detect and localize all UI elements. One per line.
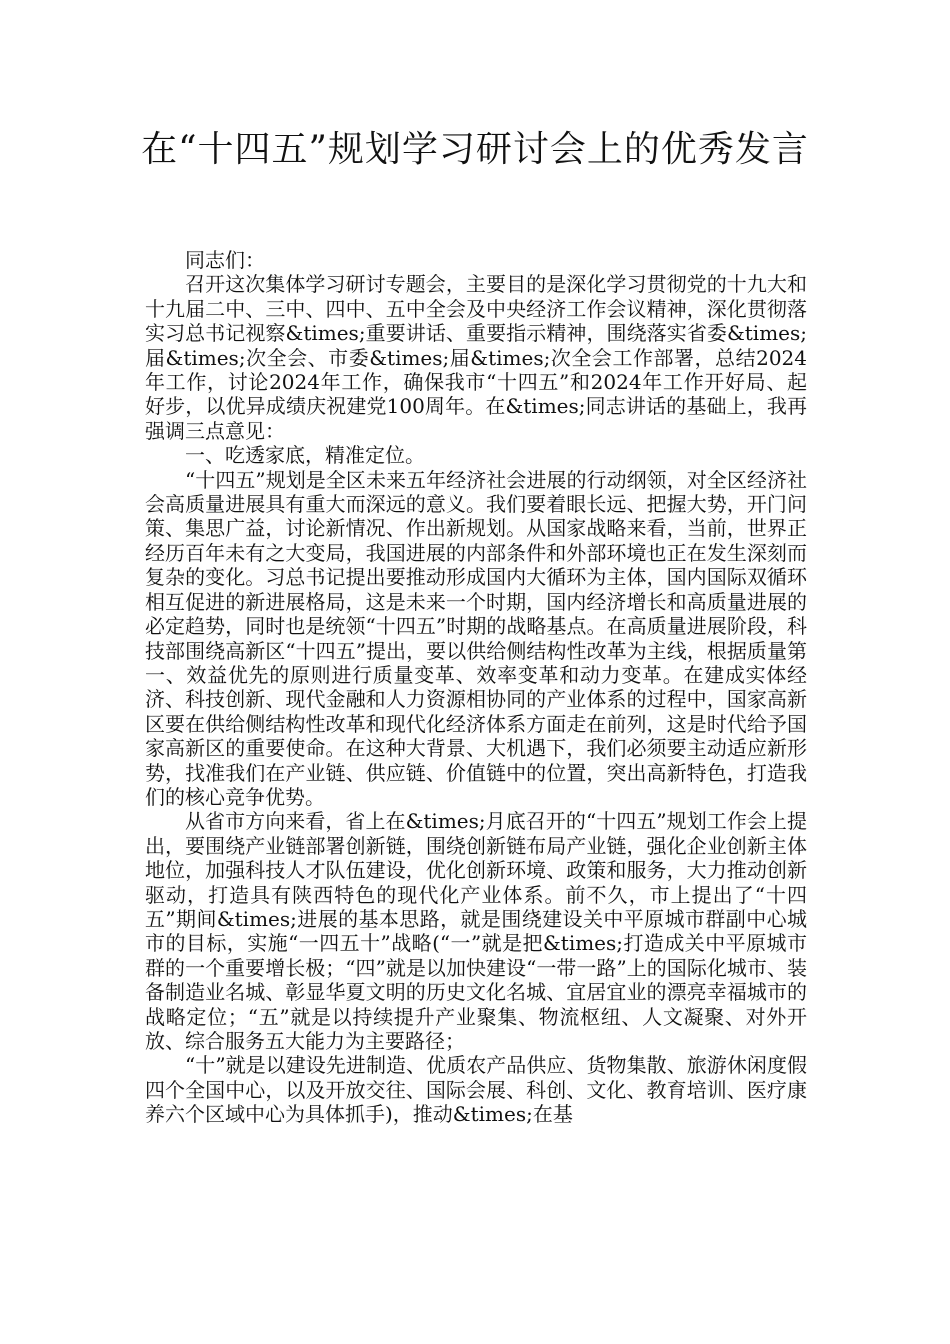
greeting: 同志们： <box>185 248 265 272</box>
document-title: 在“十四五”规划学习研讨会上的优秀发言 <box>141 129 809 170</box>
paragraph-ten-centers: “十”就是以建设先进制造、优质农产品供应、货物集散、旅游休闲度假四个全国中心，以及开放交往、国际会展、科创、文化、教育培训、医疗康养六个区域中心为具体抓手)，推动&times;在基 <box>145 1053 807 1127</box>
paragraph-national-strategy: “十四五”规划是全区未来五年经济社会进展的行动纲领，对全区经济社会高质量进展具有重大而深远的意义。我们要着眼长远、把握大势，开门问策、集思广益，讨论新情况、作出新规划。从国家战略来看，当前，世界正经历百年未有之大变局，我国进展的内部条件和外部环境也正在发生深刻而复杂的变化。习总书记提出要推动形成国内大循环为主体，国内国际双循环相互促进的新进展格局，这是未来一个时期，国内经济增长和高质量进展的必定趋势，同时也是统领“十四五”时期的战略基点。在高质量进展阶段，科技部围绕高新区“十四五”提出，要以供给侧结构性改革为主线，根据质量第一、效益优先的原则进行质量变革、效率变革和动力变革。在建成实体经济、科技创新、现代金融和人力资源相协同的产业体系的过程中，国家高新区要在供给侧结构性改革和现代化经济体系方面走在前列，这是时代给予国家高新区的重要使命。在这种大背景、大机遇下，我们必须要主动适应新形势，找准我们在产业链、供应链、价值链中的位置，突出高新特色，打造我们的核心竞争优势。 <box>145 467 807 809</box>
paragraph-provincial-direction: 从省市方向来看，省上在&times;月底召开的“十四五”规划工作会上提出，要围绕产业链部署创新链，围绕创新链布局产业链，强化企业创新主体地位，加强科技人才队伍建设，优化创新环境、政策和服务，大力推动创新驱动，打造具有陕西特色的现代化产业体系。前不久，市上提出了“十四五”期间&times;进展的基本思路，就是围绕建设关中平原城市群副中心城市的目标，实施“一四五十”战略(“一”就是把&times;打造成关中平原城市群的一个重要增长极；“四”就是以加快建设“一带一路”上的国际化城市、装备制造业名城、彰显华夏文明的历史文化名城、宜居宜业的漂亮幸福城市的战略定位；“五”就是以持续提升产业聚集、物流枢纽、人文凝聚、对外开放、综合服务五大能力为主要路径； <box>145 809 807 1053</box>
paragraph-intro: 召开这次集体学习研讨专题会，主要目的是深化学习贯彻党的十九大和十九届二中、三中、四中、五中全会及中央经济工作会议精神，深化贯彻落实习总书记视察&times;重要讲话、重要指示精神，围绕落实省委&times;届&times;次全会、市委&times;届&times;次全会工作部署，总结2024年工作，讨论2024年工作，确保我市“十四五”和2024年工作开好局、起好步，以优异成绩庆祝建党100周年。在&times;同志讲话的基础上，我再强调三点意见： <box>145 272 807 443</box>
section-heading-1: 一、吃透家底，精准定位。 <box>185 443 425 468</box>
document-body <box>145 248 807 1127</box>
